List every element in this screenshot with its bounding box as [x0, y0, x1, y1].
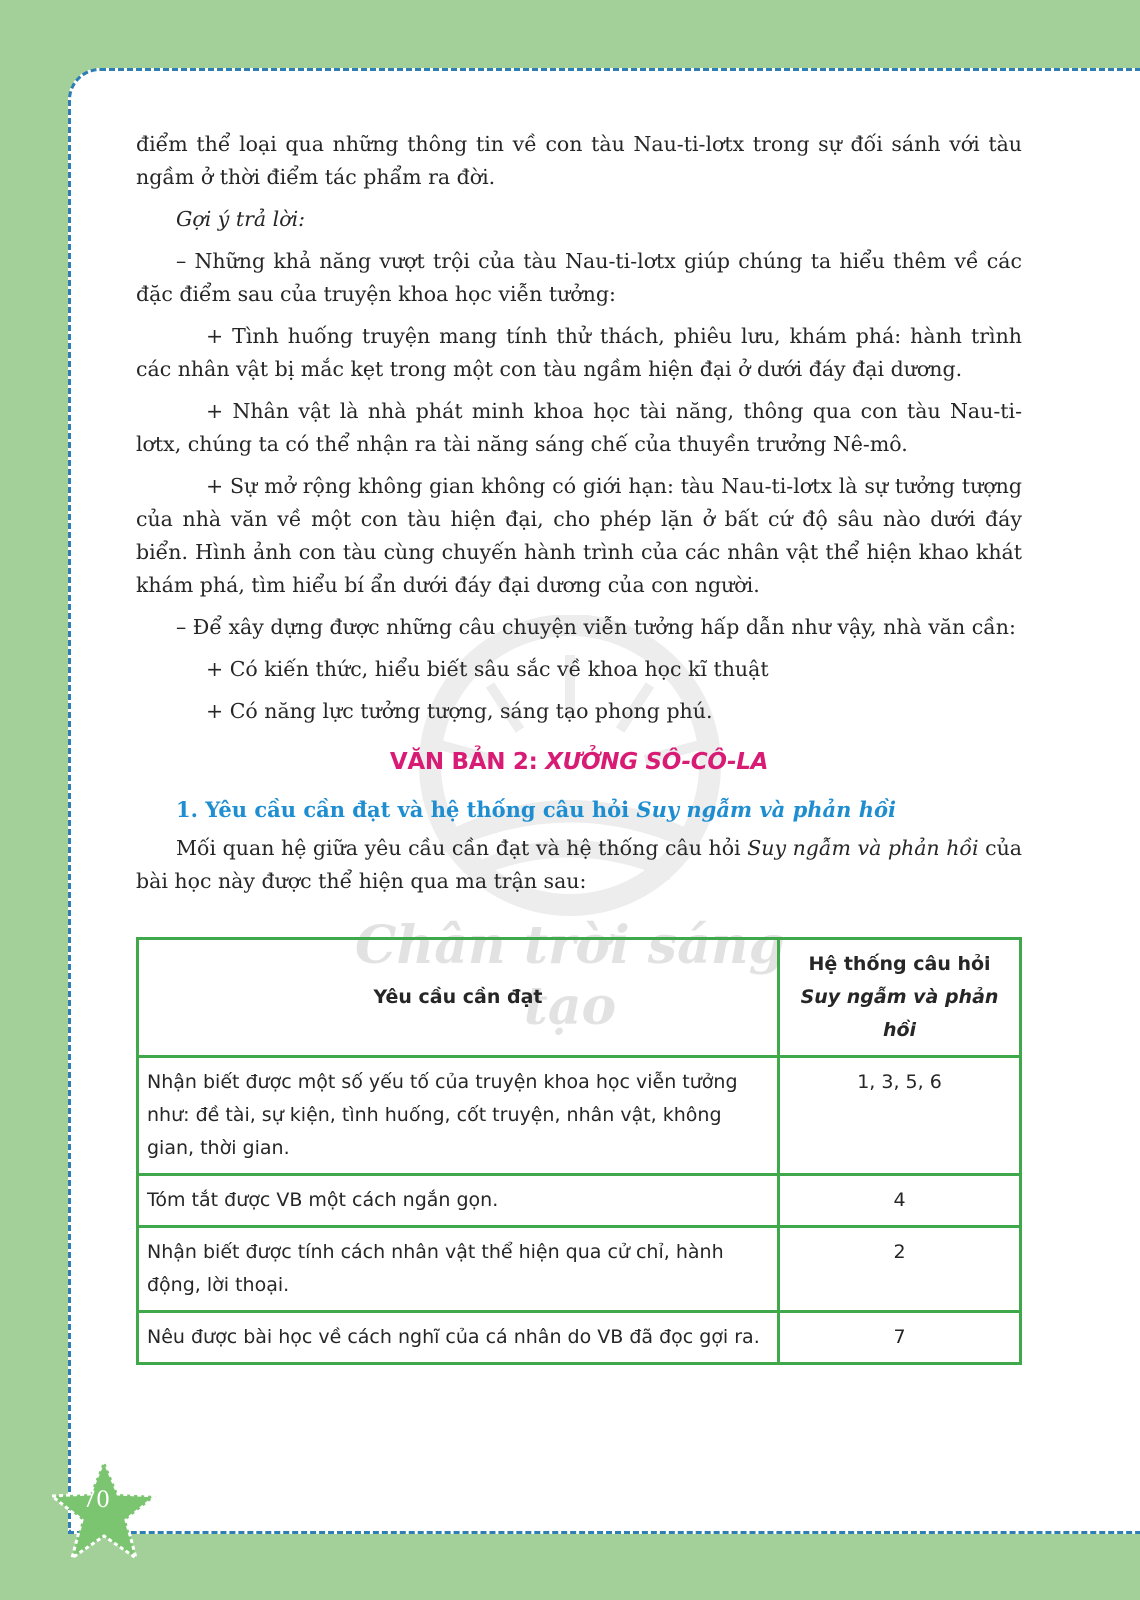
table-row [138, 1227, 1021, 1312]
table-row [138, 1175, 1021, 1227]
requirement-cell: Nêu được bài học về cách nghĩ của cá nhân do VB đã đọc gợi ra. [138, 1312, 779, 1364]
paragraph-writer-needs: – Để xây dựng được những câu chuyện viễn tưởng hấp dẫn như vậy, nhà văn cần: [176, 615, 1016, 639]
paragraph-situation: + Tình huống truyện mang tính thử thách, phiêu lưu, khám phá: hành trình các nhân vật bị mắc kẹt trong một con tàu ngầm hiện đại ở dưới đáy đại dương. [136, 324, 1022, 381]
paragraph-space: + Sự mở rộng không gian không có giới hạn: tàu Nau-ti-lơtx là sự tưởng tượng của nhà văn về một con tàu hiện đại, cho phép lặn ở bất cứ độ sâu nào dưới đáy biển. Hình ảnh con tàu cùng chuyến hành trình của các nhân vật thể hiện khao khát khám phá, tìm hiểu bí ẩn dưới đáy đại dương của con người. [136, 474, 1022, 597]
paragraph-imagination: + Có năng lực tưởng tượng, sáng tạo phong phú. [206, 699, 713, 723]
requirement-cell: Nhận biết được tính cách nhân vật thể hiện qua cử chỉ, hành động, lời thoại. [138, 1227, 779, 1312]
intro-italic: Suy ngẫm và phản hồi [747, 836, 979, 860]
table-header-row [138, 939, 1021, 1057]
intro-part1: Mối quan hệ giữa yêu cầu cần đạt và hệ thống câu hỏi [176, 836, 748, 860]
hint-label: Gợi ý trả lời: [176, 207, 306, 231]
subheading-prefix: 1. Yêu cầu cần đạt và hệ thống câu hỏi [176, 797, 637, 822]
section-title-name: XƯỞNG SÔ-CÔ-LA [545, 749, 769, 775]
watermark-text: Chân trời sáng tạo [355, 915, 785, 1037]
paragraph-knowledge: + Có kiến thức, hiểu biết sâu sắc về khoa học kĩ thuật [206, 657, 769, 681]
matrix-table [136, 937, 1022, 1365]
page-number: 70 [82, 1488, 110, 1513]
section-title [136, 746, 1022, 779]
page-content [136, 128, 1022, 907]
requirement-cell: Nhận biết được một số yếu tố của truyện khoa học viễn tưởng như: đề tài, sự kiện, tình huống, cốt truyện, nhân vật, không gian, thời gian. [138, 1057, 779, 1175]
paragraph-genre: điểm thể loại qua những thông tin về con tàu Nau-ti-lơtx trong sự đối sánh với tàu ngầm ở thời điểm tác phẩm ra đời. [136, 132, 1022, 189]
header-questions-line1: Hệ thống câu hỏi [808, 953, 991, 975]
table-row [138, 1057, 1021, 1175]
header-requirement: Yêu cầu cần đạt [138, 939, 779, 1057]
intro-paragraph [136, 832, 1022, 898]
header-questions [779, 939, 1021, 1057]
questions-cell: 4 [779, 1175, 1021, 1227]
subheading-italic: Suy ngẫm và phản hồi [636, 797, 896, 822]
questions-cell: 2 [779, 1227, 1021, 1312]
questions-cell: 1, 3, 5, 6 [779, 1057, 1021, 1175]
header-questions-line2: Suy ngẫm và phản hồi [800, 986, 999, 1041]
section-title-prefix: VĂN BẢN 2: [389, 749, 546, 775]
paragraph-character: + Nhân vật là nhà phát minh khoa học tài năng, thông qua con tàu Nau-ti-lơtx, chúng ta có thể nhận ra tài năng sáng chế của thuyền trưởng Nê-mô. [136, 399, 1022, 456]
intro-part2: của bài học này được thể hiện qua ma trận sau: [136, 836, 1022, 893]
subheading [176, 793, 1022, 826]
questions-cell: 7 [779, 1312, 1021, 1364]
requirement-cell: Tóm tắt được VB một cách ngắn gọn. [138, 1175, 779, 1227]
paragraph-abilities: – Những khả năng vượt trội của tàu Nau-ti-lơtx giúp chúng ta hiểu thêm về các đặc điểm sau của truyện khoa học viễn tưởng: [136, 249, 1022, 306]
table-row [138, 1312, 1021, 1364]
